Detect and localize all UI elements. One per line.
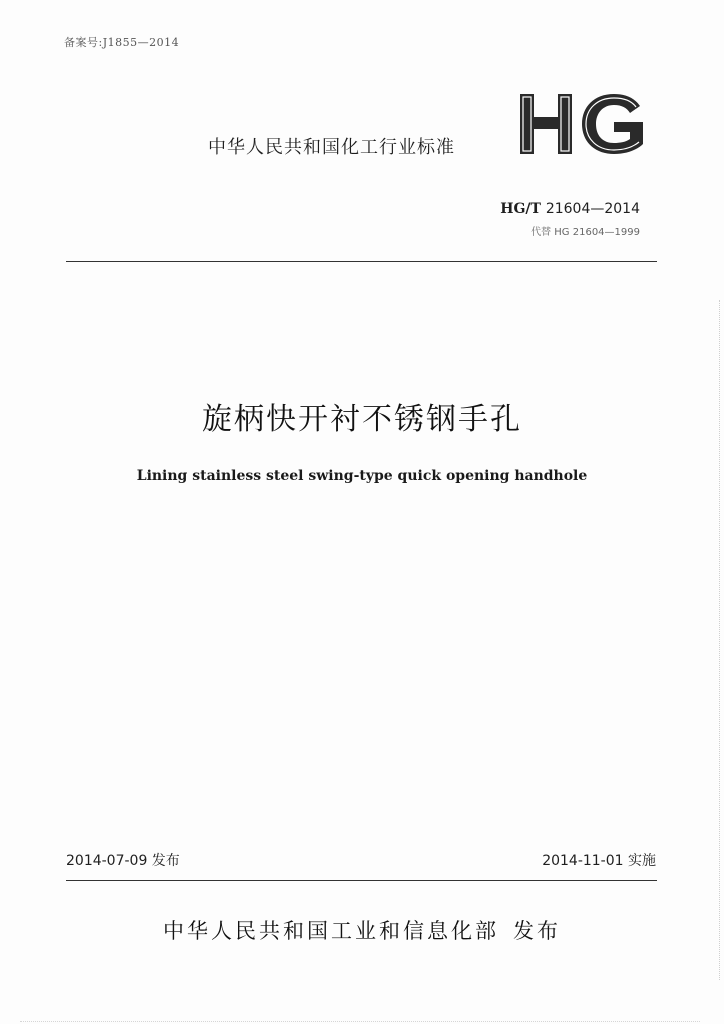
scan-edge-marks — [717, 300, 720, 980]
issuer-title: 中华人民共和国化工行业标准 — [208, 137, 455, 158]
release-date: 2014-07-09 发布 — [66, 853, 180, 869]
standard-prefix: HG/T — [500, 201, 541, 217]
scan-bottom-marks — [20, 1021, 700, 1022]
title-chinese: 旋柄快开衬不锈钢手孔 — [202, 402, 522, 437]
title-english: Lining stainless steel swing-type quick opening handhole — [136, 468, 588, 484]
publisher-line — [0, 915, 724, 945]
standard-number — [500, 201, 640, 217]
bottom-divider — [66, 880, 657, 881]
record-number: 备案号:J1855—2014 — [64, 36, 180, 49]
implementation-date: 2014-11-01 实施 — [542, 853, 656, 869]
top-divider — [66, 261, 657, 262]
standard-code: 21604—2014 — [545, 201, 640, 217]
replaces-standard: 代替 HG 21604—1999 — [531, 227, 640, 238]
hg-logo — [518, 92, 646, 156]
publisher-name: 中华人民共和国工业和信息化部 — [163, 919, 499, 943]
publisher-action: 发布 — [513, 919, 561, 943]
